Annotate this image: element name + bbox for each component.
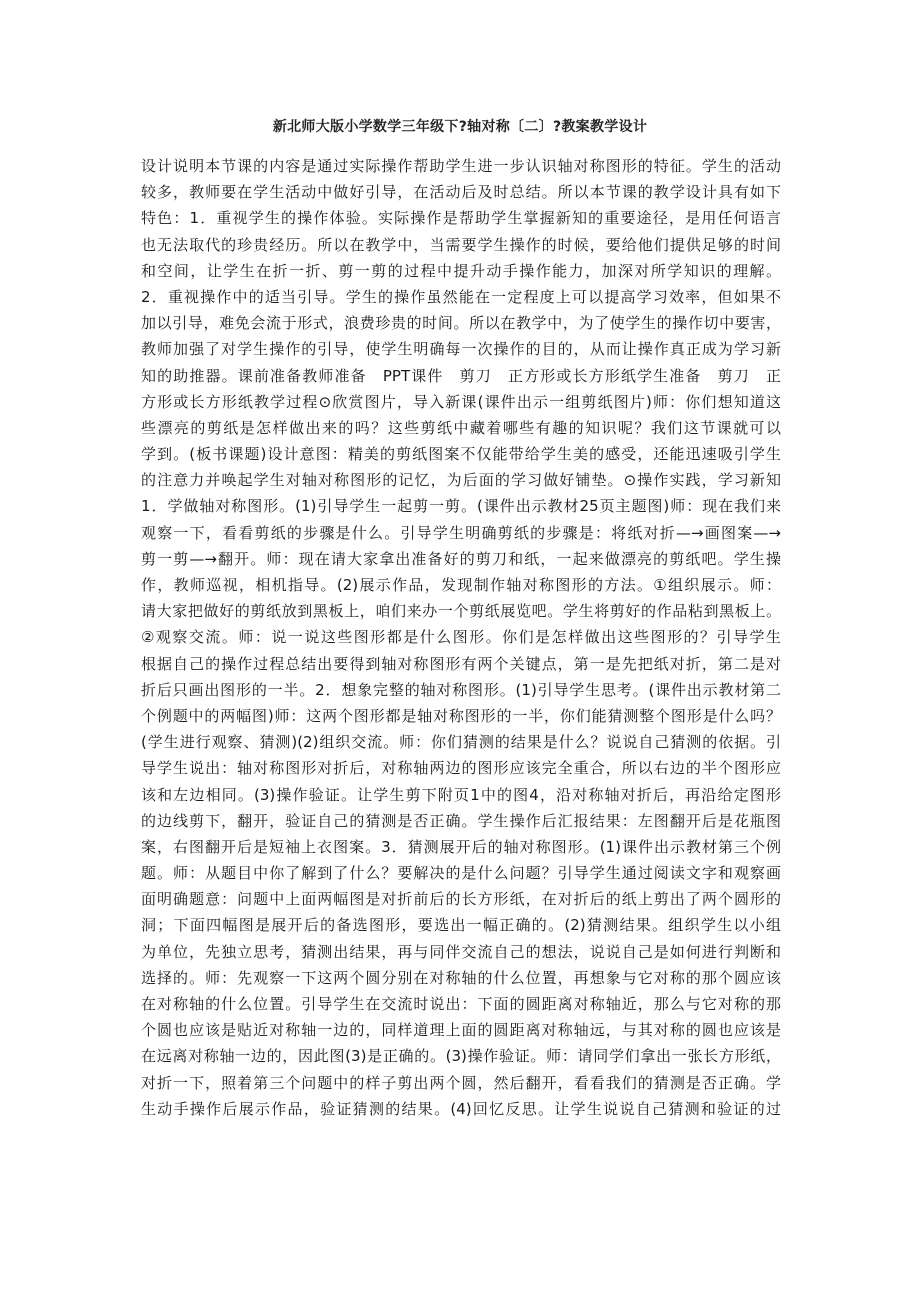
- body-line: 面明确题意：问题中上面两幅图是对折前后的长方形纸，在对折后的纸上剪出了两个圆形的: [141, 890, 781, 909]
- body-line: ②观察交流。师：说一说这些图形都是什么图形。你们是怎样做出这些图形的？引导学生: [141, 628, 781, 647]
- body-line: 请大家把做好的剪纸放到黑板上，咱们来办一个剪纸展览吧。学生将剪好的作品粘到黑板上。: [141, 602, 781, 621]
- body-line: 特色：1．重视学生的操作体验。实际操作是帮助学生掌握新知的重要途径，是用任何语言: [141, 209, 781, 228]
- body-line: 个例题中的两幅图)师：这两个图形都是轴对称图形的一半，你们能猜测整个图形是什么吗？: [141, 706, 781, 725]
- body-line: 该和左边相同。(3)操作验证。让学生剪下附页1中的图4，沿对称轴对折后，再沿给定图形: [141, 785, 781, 804]
- body-line: 为单位，先独立思考，猜测出结果，再与同伴交流自己的想法，说说自己是如何进行判断和: [141, 942, 781, 961]
- body-line: 设计说明本节课的内容是通过实际操作帮助学生进一步认识轴对称图形的特征。学生的活动: [141, 157, 781, 175]
- body-line: 知的助推器。课前准备教师准备 PPT课件 剪刀 正方形或长方形纸学生准备 剪刀 正: [141, 366, 781, 385]
- body-line: 2．重视操作中的适当引导。学生的操作虽然能在一定程度上可以提高学习效率，但如果不: [141, 287, 781, 306]
- document-title: 新北师大版小学数学三年级下?轴对称〔二〕?教案教学设计: [272, 119, 648, 135]
- body-line: 方形或长方形纸教学过程⊙欣赏图片，导入新课(课件出示一组剪纸图片)师：你们想知道这: [141, 392, 781, 411]
- body-line: 案，右图翻开后是短袖上衣图案。3．猜测展开后的轴对称图形。(1)课件出示教材第三个例: [141, 837, 781, 856]
- body-line: 教师加强了对学生操作的引导，使学生明确每一次操作的目的，从而让操作真正成为学习新: [141, 340, 781, 359]
- body-line: 题。师：从题目中你了解到了什么？要解决的是什么问题？引导学生通过阅读文字和观察画: [141, 864, 781, 883]
- body-line: 1．学做轴对称图形。(1)引导学生一起剪一剪。(课件出示教材25页主题图)师：现在我们来: [141, 497, 781, 516]
- body-line: 洞；下面四幅图是展开后的备选图形，要选出一幅正确的。(2)猜测结果。组织学生以小组: [141, 916, 781, 935]
- body-line: (学生进行观察、猜测)(2)组织交流。师：你们猜测的结果是什么？说说自己猜测的依据。引: [141, 733, 781, 752]
- body-line: 学到。(板书课题)设计意图：精美的剪纸图案不仅能带给学生美的感受，还能迅速吸引学生: [141, 445, 781, 464]
- body-line: 折后只画出图形的一半。2．想象完整的轴对称图形。(1)引导学生思考。(课件出示教材第二: [141, 680, 781, 699]
- body-line: 也无法取代的珍贵经历。所以在教学中，当需要学生操作的时候，要给他们提供足够的时间: [141, 235, 781, 254]
- body-line: 在远离对称轴一边的，因此图(3)是正确的。(3)操作验证。师：请同学们拿出一张长方形纸，: [141, 1047, 781, 1066]
- body-line: 的注意力并唤起学生对轴对称图形的记忆，为后面的学习做好铺垫。⊙操作实践，学习新知: [141, 471, 781, 490]
- body-line: 观察一下，看看剪纸的步骤是什么。引导学生明确剪纸的步骤是：将纸对折—→画图案—→: [141, 523, 781, 542]
- body-line: 和空间，让学生在折一折、剪一剪的过程中提升动手操作能力，加深对所学知识的理解。: [141, 261, 781, 280]
- body-line: 剪一剪—→翻开。师：现在请大家拿出准备好的剪刀和纸，一起来做漂亮的剪纸吧。学生操: [141, 549, 781, 568]
- body-line: 个圆也应该是贴近对称轴一边的，同样道理上面的圆距离对称轴远，与其对称的圆也应该是: [141, 1021, 781, 1040]
- body-line: 导学生说出：轴对称图形对折后，对称轴两边的图形应该完全重合，所以右边的半个图形应: [141, 759, 781, 778]
- body-line: 加以引导，难免会流于形式，浪费珍贵的时间。所以在教学中，为了使学生的操作切中要害，: [141, 314, 781, 333]
- body-line: 较多，教师要在学生活动中做好引导，在活动后及时总结。所以本节课的教学设计具有如下: [141, 183, 781, 202]
- body-line: 在对称轴的什么位置。引导学生在交流时说出：下面的圆距离对称轴近，那么与它对称的那: [141, 995, 781, 1013]
- body-line: 的边线剪下，翻开，验证自己的猜测是否正确。学生操作后汇报结果：左图翻开后是花瓶图: [141, 811, 781, 830]
- body-line: 作，教师巡视，相机指导。(2)展示作品，发现制作轴对称图形的方法。①组织展示。师：: [141, 576, 781, 594]
- body-line: 些漂亮的剪纸是怎样做出来的吗？这些剪纸中藏着哪些有趣的知识呢？我们这节课就可以: [141, 418, 781, 437]
- document-body: [141, 153, 781, 1122]
- body-line: 选择的。师：先观察一下这两个圆分别在对称轴的什么位置，再想象与它对称的那个圆应该: [141, 968, 781, 987]
- body-line: 对折一下，照着第三个问题中的样子剪出两个圆，然后翻开，看看我们的猜测是否正确。学: [141, 1073, 781, 1092]
- body-line: 生动手操作后展示作品，验证猜测的结果。(4)回忆反思。让学生说说自己猜测和验证的过: [141, 1099, 781, 1118]
- body-line: 根据自己的操作过程总结出要得到轴对称图形有两个关键点，第一是先把纸对折，第二是对: [141, 654, 781, 673]
